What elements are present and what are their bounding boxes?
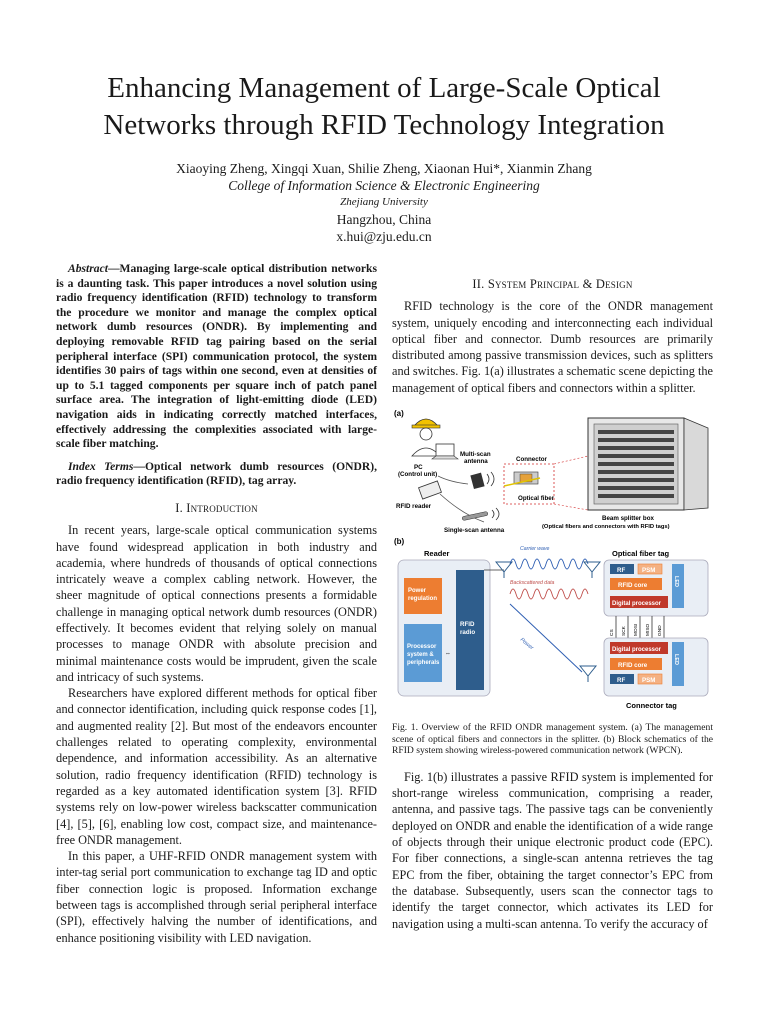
section-1-paragraph: Researchers have explored different methods for optical fiber and connector identification, including quick response codes [1], and augmented reality [2]. But most of the endeavors encounter challenges related to operating complexity, environmental dependence, and information accessibility. As an alternative solution, radio frequency identification (RFID) technology is regarded as a key automated identification system [3]. RFID systems rely on low-power wireless backscatter communication [4], [5], [6], enabling low cost, compact size, and maintenance-free ONDR management. <box>56 686 377 847</box>
svg-text:Processor: Processor <box>407 644 437 651</box>
svg-text:Power: Power <box>408 588 427 595</box>
svg-text:MISO: MISO <box>646 623 651 637</box>
svg-text:RFID core: RFID core <box>618 662 648 670</box>
section-2-paragraph: RFID technology is the core of the ONDR management system, uniquely encoding and interconnecting each individual optical fiber and connector. Dumb resources are primarily distributed among passive transmission devices, such as splitters and switches. Fig. 1(a) illustrates a schematic scene depicting the management of optical fibers and connectors within a splitter. <box>392 299 713 395</box>
paper-title <box>40 70 728 144</box>
svg-text:Carrier wave: Carrier wave <box>520 546 550 553</box>
index-terms <box>56 460 377 489</box>
svg-text:antenna: antenna <box>464 458 488 466</box>
abstract-text: —Managing large-scale optical distribution networks is a daunting task. This paper introduces a novel solution using radio frequency identification (RFID) technology to transform the procedure we monitor and manage the complex optical network dumb resources (ONDR). By implementing and deploying removable RFID tag pairing based on the serial peripheral interface (SPI) communication protocol, the system identifies 30 pairs of tags within one second, even at densities of up to 5.1 tagged components per square inch of patch panel surface area. The integration of light-emitting diode (LED) navigation aids in indicating correctly matched interfaces, effectively addressing the complexities associated with large-scale fiber matching. <box>56 262 377 451</box>
svg-text:radio: radio <box>460 629 476 637</box>
section-1-paragraph: In this paper, a UHF-RFID ONDR management system with inter-tag serial port communication to exchange tag ID and optic fiber connection logic is proposed. Information exchange between tags is accomplished through serial peripheral interface (SPI), effectively halving the number of identifications, and enhance positioning visibility with LED navigation. <box>56 849 377 945</box>
index-terms-label: Index Terms <box>68 459 134 473</box>
right-column <box>392 276 713 932</box>
connector-icon <box>504 472 540 486</box>
svg-text:(Control unit): (Control unit) <box>398 471 438 479</box>
signal-icon <box>487 472 494 486</box>
pc-cable <box>438 476 468 484</box>
svg-text:Beam splitter box: Beam splitter box <box>602 515 654 523</box>
section-1-heading: I. Introduction <box>175 500 258 515</box>
svg-text:CS: CS <box>610 629 615 637</box>
svg-text:Optical fiber: Optical fiber <box>518 495 555 503</box>
svg-text:PC: PC <box>414 464 423 472</box>
svg-text:Optical fiber tag: Optical fiber tag <box>612 549 670 559</box>
rfid-reader-icon <box>419 481 442 499</box>
svg-text:PSM: PSM <box>642 677 656 685</box>
svg-text:LED: LED <box>673 654 679 666</box>
author-list: Xiaoying Zheng, Xingqi Xuan, Shilie Zheng, Xiaonan Hui*, Xianmin Zhang <box>176 161 592 176</box>
fiber-tag-antenna-icon <box>584 562 600 578</box>
svg-text:Digital processor: Digital processor <box>612 647 662 654</box>
index-terms-text: —Optical network dumb resources (ONDR), radio frequency identification (RFID), tag array. <box>56 459 377 488</box>
svg-text:Reader: Reader <box>424 549 450 559</box>
svg-text:(Optical fibers and connectors: (Optical fibers and connectors with RFID tags) <box>542 524 670 531</box>
svg-text:MOSI: MOSI <box>634 623 639 637</box>
svg-text:⇔: ⇔ <box>445 651 451 658</box>
svg-text:GND: GND <box>658 625 663 637</box>
title-line-2: Networks through RFID Technology Integration <box>103 109 665 141</box>
panel-a-label: (a) <box>394 409 404 419</box>
svg-text:SCK: SCK <box>622 626 627 637</box>
email: x.hui@zju.edu.cn <box>336 229 432 244</box>
author-block <box>0 160 768 245</box>
svg-text:Single-scan antenna: Single-scan antenna <box>444 527 505 535</box>
connector-tag-antenna-icon <box>580 666 596 682</box>
svg-text:system &: system & <box>407 652 434 659</box>
backscatter-wave <box>510 589 588 599</box>
svg-text:Digital processor: Digital processor <box>612 601 662 608</box>
svg-text:peripherals: peripherals <box>407 660 440 667</box>
multi-scan-antenna-icon <box>470 473 484 489</box>
carrier-wave <box>510 559 588 569</box>
affiliation: College of Information Science & Electronic Engineering <box>228 178 540 193</box>
figure-1-caption: Fig. 1. Overview of the RFID ONDR management system. (a) The management scene of optical fibers and connectors in the splitter. (b) Block schematics of the RFID system showing wireless-powered communication network (WPCN). <box>392 722 713 757</box>
svg-text:PSM: PSM <box>642 567 656 575</box>
section-2-heading: II. System Principal & Design <box>472 277 633 291</box>
single-scan-antenna-icon <box>462 511 488 520</box>
university: Zhejiang University <box>340 196 428 208</box>
svg-text:RFID: RFID <box>460 621 475 629</box>
svg-text:LED: LED <box>673 576 679 588</box>
svg-text:RFID reader: RFID reader <box>396 503 432 511</box>
laptop-icon <box>432 444 458 459</box>
figure-1 <box>392 404 713 716</box>
svg-text:Backscattered data: Backscattered data <box>510 580 555 587</box>
abstract <box>56 262 377 452</box>
svg-text:Connector tag: Connector tag <box>626 701 677 711</box>
abstract-label: Abstract <box>68 262 108 275</box>
svg-text:regulation: regulation <box>408 596 438 603</box>
panel-b-label: (b) <box>394 537 405 547</box>
svg-text:Connector: Connector <box>516 456 547 464</box>
svg-text:Multi-scan: Multi-scan <box>460 451 491 459</box>
splitter-box-icon <box>588 418 708 510</box>
title-line-1: Enhancing Management of Large-Scale Optical <box>107 72 661 104</box>
section-1-paragraph: In recent years, large-scale optical communication systems have found widespread application in both industry and academia, where hundreds of thousands of optical connections intricately weave a complex cabling network. However, the sheer magnitude of optical connections presents a formidable challenge in managing optical network dumb resources (ONDR) effectively. It becomes evident that relying solely on manual processes to manage ONDR with absolute precision and minimal maintenance costs would be imprudent, given the scale and intricacy of such systems. <box>56 523 377 684</box>
location: Hangzhou, China <box>336 212 432 227</box>
svg-text:RF: RF <box>617 677 626 685</box>
section-2-paragraph: Fig. 1(b) illustrates a passive RFID system is implemented for short-range wireless communication, comprising a reader, antenna, and passive tags. The passive tags can be conveniently deployed on ONDR and enable the identification of a wide range of objects through their unique electronic product code (EPC). For fiber connections, a single-scan antenna retrieves the tag EPC from the fiber, obtaining the target connector’s EPC from the database. Subsequently, users scan the connector tags to identify the target connector, which activates its LED for navigation using a multi-scan antenna. To verify the accuracy of <box>392 769 713 931</box>
svg-text:Power: Power <box>518 637 535 652</box>
left-column <box>56 262 377 946</box>
svg-text:RF: RF <box>617 567 626 575</box>
figure-1-graphic <box>392 404 713 716</box>
svg-text:RFID core: RFID core <box>618 582 648 590</box>
